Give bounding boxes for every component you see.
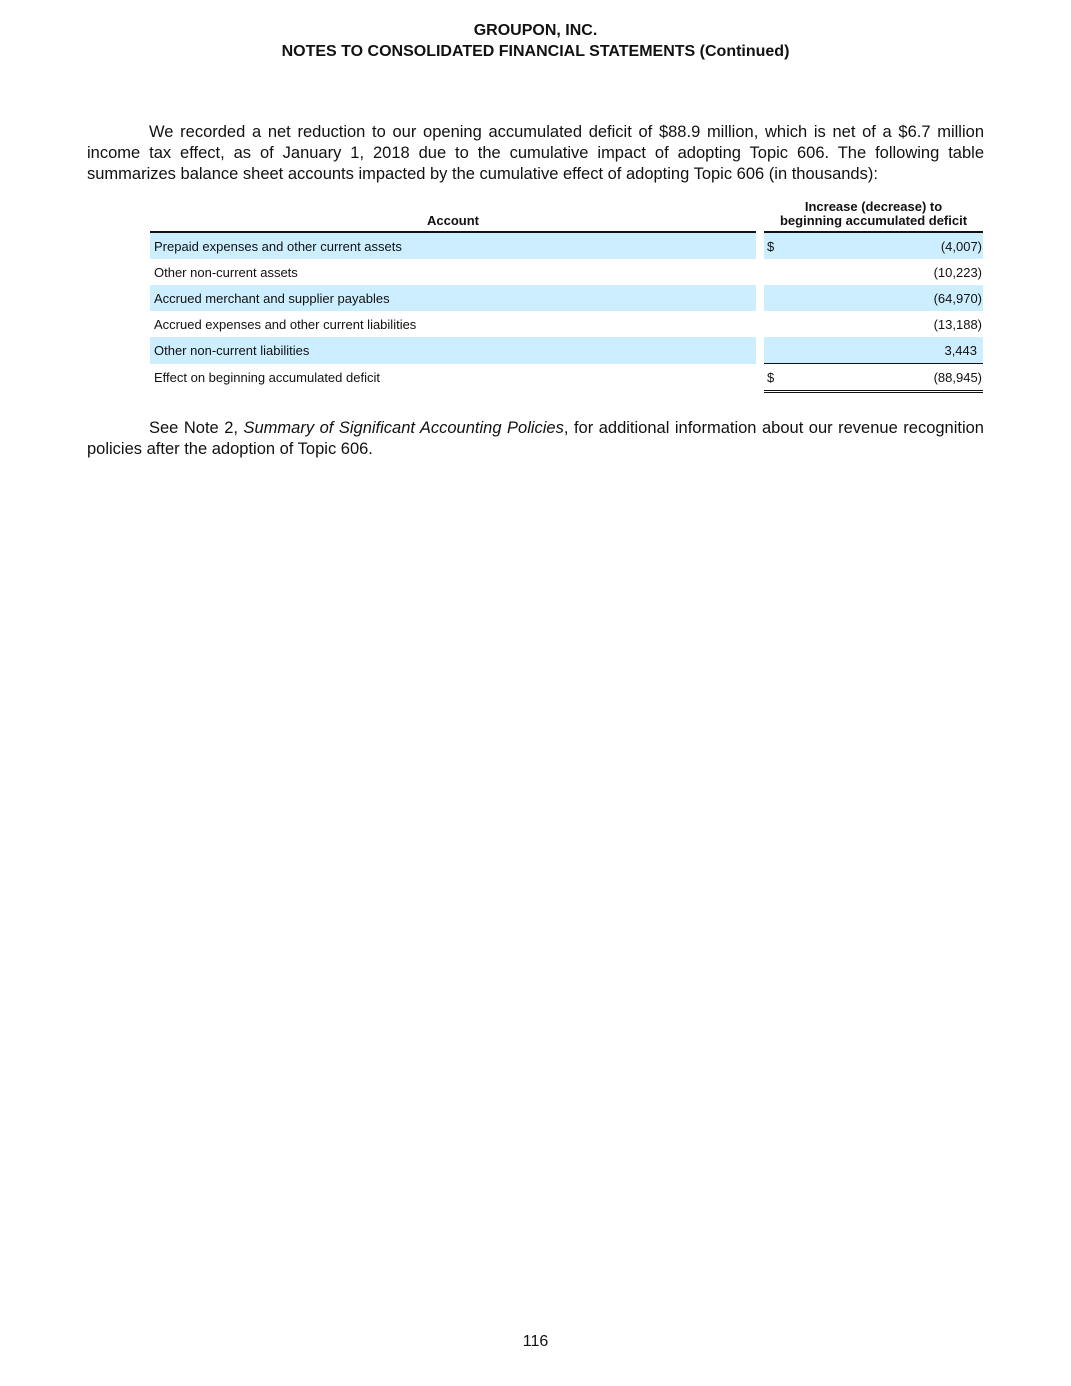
value-cell: (4,007) [784, 232, 983, 259]
account-column-header: Account [150, 200, 756, 232]
currency-cell [764, 259, 784, 285]
page-header [0, 20, 1071, 62]
value-cell: (64,970) [784, 285, 983, 311]
currency-cell: $ [764, 364, 784, 392]
currency-cell [764, 311, 784, 337]
column-gap [756, 200, 764, 232]
table-row [150, 285, 983, 311]
note-text-start: See Note 2, [149, 419, 244, 437]
company-name: GROUPON, INC. [473, 22, 598, 39]
policy-title: Summary of Significant Accounting Policies [243, 419, 564, 437]
value-cell: (10,223) [933, 264, 983, 280]
note-reference-paragraph [87, 418, 984, 460]
intro-paragraph: We recorded a net reduction to our opening accumulated deficit of $88.9 million, which is net of a $6.7 million income tax effect, as of January 1, 2018 due to the cumulative impact of adopting Topic 606. The following table summarizes balance sheet accounts impacted by the cumulative effect of adopting Topic 606 (in thousands): [87, 123, 984, 183]
value-cell: (13,188) [933, 316, 983, 332]
currency-cell: $ [764, 232, 784, 259]
value-cell: (88,945) [784, 364, 983, 392]
topic-606-adjustments-table [150, 200, 983, 393]
table-header-row [150, 200, 983, 232]
table-row [150, 337, 983, 364]
account-cell: Other non-current assets [154, 264, 298, 280]
value-header-line1: Increase (decrease) to [804, 199, 943, 214]
account-cell: Accrued merchant and supplier payables [150, 285, 756, 311]
section-title: NOTES TO CONSOLIDATED FINANCIAL STATEMENTS (Continued) [281, 43, 790, 60]
table-row [150, 259, 983, 285]
value-cell: 3,443 [784, 337, 983, 364]
note-text-end: , for additional information about our revenue recognition policies after the adoption of Topic 606. [87, 419, 984, 458]
account-cell: Other non-current liabilities [150, 337, 756, 364]
table-row [150, 311, 983, 337]
currency-cell [764, 337, 784, 364]
total-row [150, 364, 983, 392]
account-cell: Prepaid expenses and other current assets [150, 232, 756, 259]
account-cell: Effect on beginning accumulated deficit [154, 370, 380, 385]
page-number: 116 [522, 1333, 549, 1350]
table-row [150, 232, 983, 259]
value-header-line2: beginning accumulated deficit [779, 213, 968, 228]
value-column-header [764, 200, 983, 232]
currency-cell [764, 285, 784, 311]
account-cell: Accrued expenses and other current liabilities [154, 316, 417, 332]
